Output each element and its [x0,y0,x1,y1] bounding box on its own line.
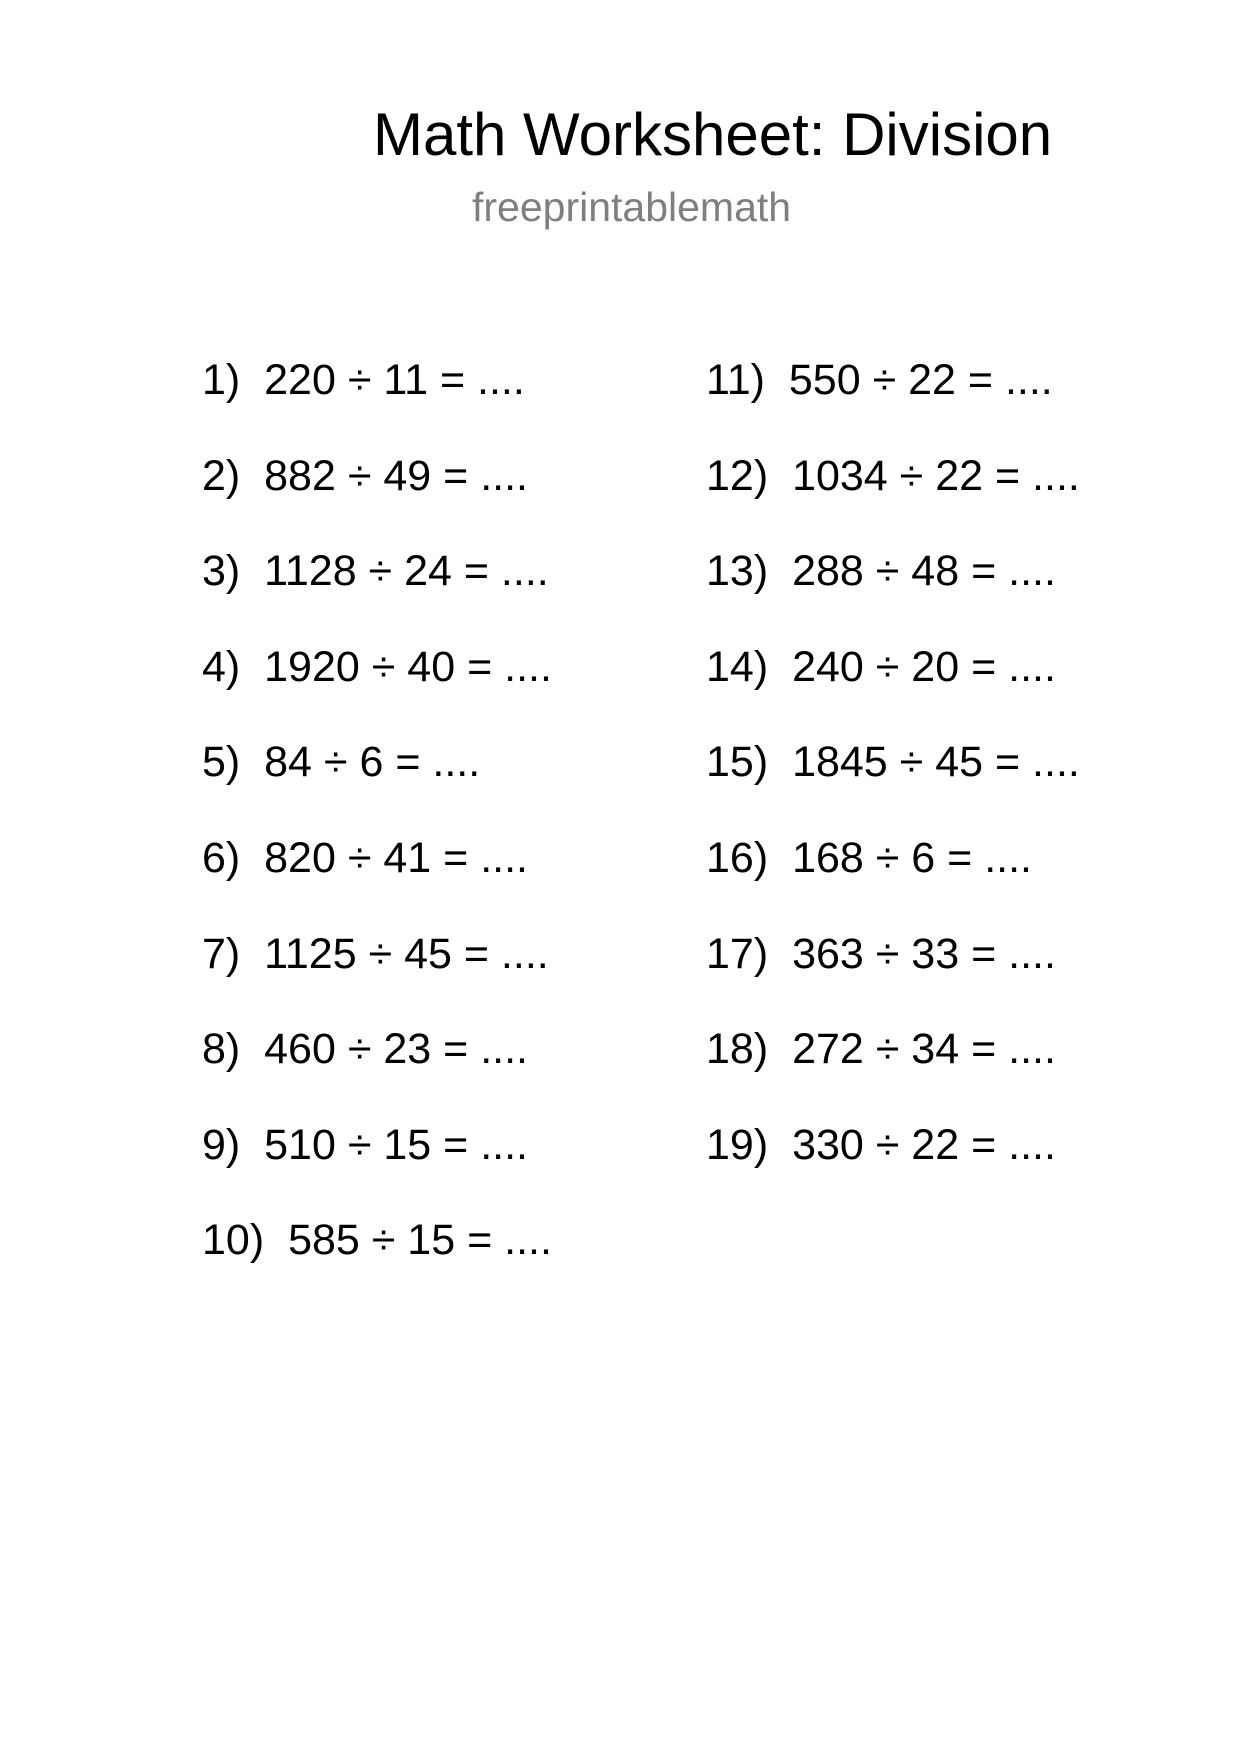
problem-item [202,639,552,735]
problem-number: 7) [202,929,241,978]
page-subtitle: freeprintablemath [472,184,792,230]
problem-number: 13) [706,547,769,596]
problem-expression: 510 ÷ 15 = .... [264,1120,528,1169]
problem-expression: 1920 ÷ 40 = .... [264,642,552,691]
problem-item [706,1117,1080,1213]
problem-number: 3) [202,547,241,596]
problem-item [202,543,552,639]
problems-left-column [202,352,552,1308]
problem-item [706,639,1080,735]
problem-number: 19) [706,1120,769,1169]
problem-number: 6) [202,833,241,882]
problem-number: 18) [706,1025,769,1074]
problem-number: 15) [706,738,769,787]
problem-number: 2) [202,451,241,500]
problem-item [202,926,552,1022]
problem-item [706,543,1080,639]
problem-expression: 550 ÷ 22 = .... [788,356,1053,404]
problem-number: 9) [202,1120,241,1169]
page-title: Math Worksheet: Division [373,101,1053,168]
problem-number: 14) [706,642,769,691]
problem-expression: 168 ÷ 6 = .... [792,833,1033,882]
problem-expression: 882 ÷ 49 = .... [264,451,528,500]
problem-expression: 330 ÷ 22 = .... [792,1120,1056,1169]
problem-item [202,352,552,448]
problem-expression: 288 ÷ 48 = .... [792,547,1056,596]
problem-item [706,1021,1080,1117]
problem-expression: 1845 ÷ 45 = .... [792,738,1080,787]
problem-expression: 460 ÷ 23 = .... [264,1025,528,1074]
problem-expression: 1125 ÷ 45 = .... [264,929,549,978]
problem-expression: 1128 ÷ 24 = .... [264,547,549,596]
problem-number: 11) [706,356,765,404]
problem-item [706,352,1080,448]
problem-item [202,448,552,544]
problem-number: 8) [202,1025,241,1074]
problem-item [706,734,1080,830]
problem-expression: 84 ÷ 6 = .... [264,738,481,787]
problem-expression: 272 ÷ 34 = .... [792,1025,1056,1074]
problem-expression: 240 ÷ 20 = .... [792,642,1056,691]
problem-expression: 220 ÷ 11 = .... [264,356,525,404]
problem-item [202,1021,552,1117]
problem-expression: 1034 ÷ 22 = .... [792,451,1080,500]
problem-item [706,830,1080,926]
problem-number: 1) [202,356,241,404]
problem-item [706,448,1080,544]
problems-right-column [706,352,1080,1212]
problem-number: 4) [202,642,241,691]
problem-expression: 363 ÷ 33 = .... [792,929,1056,978]
problem-item [202,734,552,830]
problem-item [202,830,552,926]
problem-number: 16) [706,833,769,882]
problem-item [202,1212,552,1308]
problem-expression: 820 ÷ 41 = .... [264,833,528,882]
problem-expression: 585 ÷ 15 = .... [288,1216,552,1265]
problem-item [706,926,1080,1022]
problem-number: 5) [202,738,241,787]
problem-number: 12) [706,451,769,500]
problem-number: 10) [202,1216,265,1265]
problem-item [202,1117,552,1213]
problem-number: 17) [706,929,769,978]
